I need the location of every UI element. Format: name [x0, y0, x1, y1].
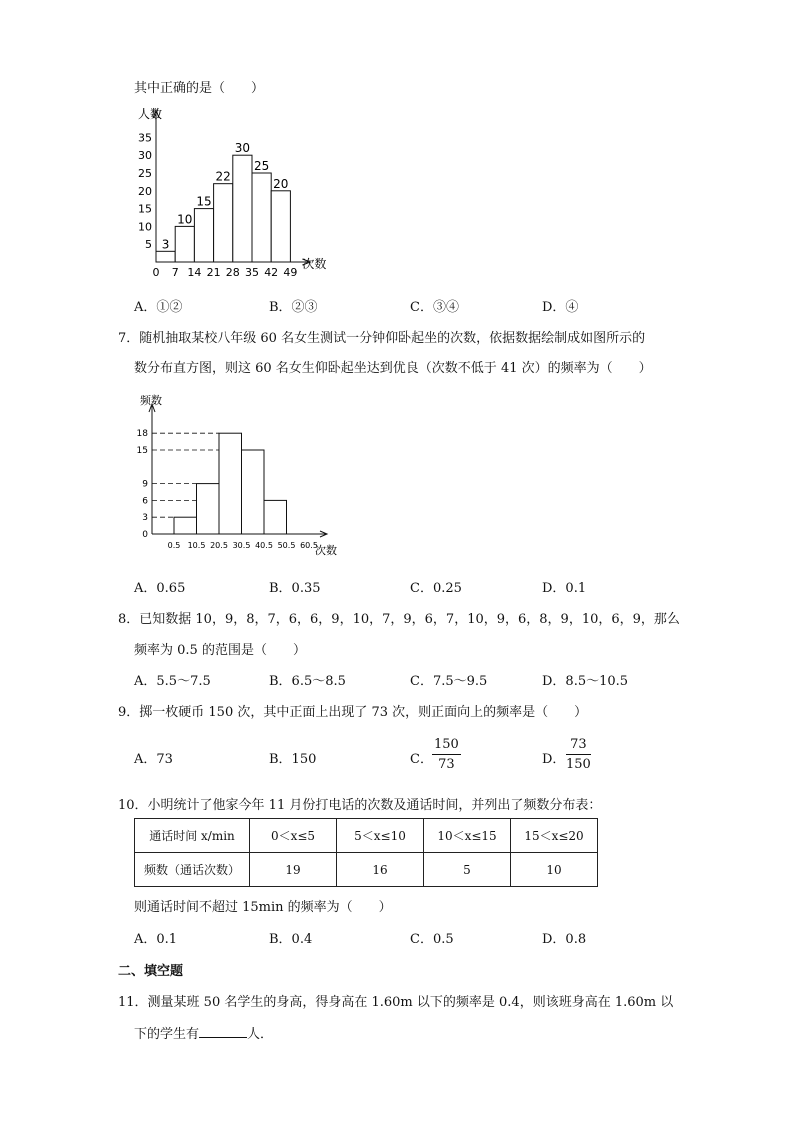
histogram-chart-1 — [130, 104, 330, 280]
q9-line1: 9．掷一枚硬币 150 次，其中正面上出现了 73 次，则正面向上的频率是（ ） — [118, 705, 588, 720]
q11-line1: 11．测量某班 50 名学生的身高，得身高在 1.60m 以下的频率是 0.4，则该班身高在 1.60m 以 — [118, 995, 674, 1010]
x-tick-label: 60.5 — [300, 541, 318, 550]
table-row — [135, 853, 598, 887]
x-tick-label: 49 — [283, 266, 298, 279]
q7-line2: 数分布直方图，则这 60 名女生仰卧起坐达到优良（次数不低于 41 次）的频率为（ ） — [134, 361, 652, 376]
q9-option-c-prefix[interactable]: C． — [410, 752, 433, 767]
frequency-table — [134, 818, 598, 887]
bar-value-label: 22 — [215, 169, 231, 184]
bar-value-label: 3 — [161, 237, 170, 252]
x-tick-label: 50.5 — [277, 541, 296, 550]
x-tick-label: 0.5 — [167, 541, 181, 550]
q6-option-b[interactable]: B．②③ — [269, 300, 318, 315]
bar-value-label: 25 — [253, 159, 270, 173]
y-tick-label: 9 — [142, 479, 148, 490]
x-tick-label: 7 — [171, 266, 179, 279]
q10-option-b[interactable]: B．0.4 — [269, 932, 313, 947]
q8-option-b[interactable]: B．6.5～8.5 — [269, 674, 346, 689]
table-cell: 16 — [337, 853, 424, 887]
q11-line2 — [134, 1023, 273, 1042]
bar-value-label: 20 — [273, 176, 289, 191]
x-tick-label: 14 — [187, 266, 202, 279]
q11-line2-post: 人． — [247, 1027, 274, 1042]
histogram-bar — [214, 184, 233, 262]
q7-option-a[interactable]: A．0.65 — [134, 581, 186, 596]
bar-value-label: 10 — [177, 212, 193, 227]
q10-option-a[interactable]: A．0.1 — [134, 932, 178, 947]
table-header-cell: 0＜x≤5 — [250, 819, 337, 853]
q6-tail-text: 其中正确的是（ ） — [134, 81, 265, 96]
table-cell: 10 — [511, 853, 598, 887]
q7-line1: 7．随机抽取某校八年级 60 名女生测试一分钟仰卧起坐的次数，依据数据绘制成如图所示的 — [118, 331, 646, 346]
histogram-chart-2 — [130, 388, 370, 560]
q6-option-d[interactable]: D．④ — [542, 300, 579, 315]
fraction-denominator: 150 — [566, 757, 591, 772]
y-tick-label: 0 — [142, 530, 148, 540]
bar-value-label: 30 — [234, 141, 251, 156]
q11-line2-pre: 下的学生有 — [134, 1027, 200, 1042]
q7-option-d[interactable]: D．0.1 — [542, 581, 587, 596]
q10-option-c[interactable]: C．0.5 — [410, 932, 454, 947]
q6-option-a[interactable]: A．①② — [134, 300, 183, 315]
q9-option-b[interactable]: B．150 — [269, 752, 317, 767]
fraction-numerator: 150 — [432, 737, 461, 755]
y-tick-label: 35 — [138, 131, 152, 145]
answer-blank[interactable] — [199, 1025, 247, 1038]
histogram-bar — [174, 517, 197, 534]
y-tick-label: 5 — [145, 238, 152, 252]
q9-option-d-prefix[interactable]: D． — [542, 752, 566, 767]
x-tick-label: 21 — [206, 266, 221, 279]
histogram-bar — [197, 484, 220, 534]
q10-question: 则通话时间不超过 15min 的频率为（ ） — [134, 900, 392, 915]
histogram-bar — [194, 209, 213, 262]
q8-option-c[interactable]: C．7.5～9.5 — [410, 674, 488, 689]
x-tick-label: 20.5 — [210, 541, 228, 550]
q8-option-a[interactable]: A．5.5～7.5 — [134, 674, 211, 689]
y-axis-label: 人数 — [138, 107, 163, 121]
y-tick-label: 30 — [138, 149, 152, 163]
x-tick-label: 28 — [225, 266, 240, 279]
x-tick-label: 35 — [245, 266, 259, 279]
histogram-bar — [156, 251, 175, 262]
histogram-bar — [271, 191, 290, 262]
y-tick-label: 10 — [138, 220, 152, 234]
section-heading: 二、填空题 — [118, 964, 184, 979]
fraction-numerator: 73 — [566, 737, 591, 755]
table-row — [135, 819, 598, 853]
table-cell: 频数（通话次数） — [135, 853, 250, 887]
x-tick-label: 40.5 — [255, 541, 273, 550]
y-tick-label: 15 — [136, 446, 148, 456]
table-header-cell: 10＜x≤15 — [424, 819, 511, 853]
q9-option-a[interactable]: A．73 — [134, 752, 173, 767]
x-axis-label: 次数 — [302, 257, 327, 271]
y-tick-label: 3 — [142, 513, 148, 524]
table-header-cell: 通话时间 x/min — [135, 819, 250, 853]
y-tick-label: 20 — [138, 184, 152, 198]
y-axis-label: 频数 — [140, 394, 162, 407]
q8-line2: 频率为 0.5 的范围是（ ） — [134, 643, 306, 658]
bar-value-label: 15 — [196, 194, 212, 209]
table-cell: 5 — [424, 853, 511, 887]
fraction-denominator: 73 — [438, 757, 455, 772]
y-tick-label: 18 — [136, 429, 148, 440]
histogram-bar — [252, 173, 271, 262]
histogram-bar — [233, 155, 252, 262]
x-tick-label: 0 — [152, 266, 160, 279]
q9-option-d-fraction[interactable] — [566, 737, 591, 772]
q7-option-b[interactable]: B．0.35 — [269, 581, 321, 596]
y-tick-label: 15 — [138, 202, 152, 216]
q7-option-c[interactable]: C．0.25 — [410, 581, 462, 596]
q10-option-d[interactable]: D．0.8 — [542, 932, 587, 947]
q10-line1: 10．小明统计了他家今年 11 月份打电话的次数及通话时间，并列出了频数分布表： — [118, 798, 602, 813]
y-tick-label: 6 — [142, 496, 148, 507]
histogram-bar — [264, 500, 287, 534]
histogram-bar — [175, 226, 194, 262]
q8-option-d[interactable]: D．8.5～10.5 — [542, 674, 629, 689]
table-header-cell: 5＜x≤10 — [337, 819, 424, 853]
q9-option-c-fraction[interactable] — [432, 737, 461, 772]
y-tick-label: 25 — [138, 167, 152, 180]
x-tick-label: 42 — [264, 266, 279, 279]
table-header-cell: 15＜x≤20 — [511, 819, 598, 853]
histogram-bar — [242, 450, 265, 534]
x-tick-label: 30.5 — [232, 541, 251, 550]
q8-line1: 8．已知数据 10，9，8，7，6，6，9，10，7，9，6，7，10，9，6，8，9，10，6，9，那么 — [118, 612, 680, 627]
table-cell: 19 — [250, 853, 337, 887]
histogram-bar — [219, 433, 242, 534]
x-axis-label: 次数 — [315, 544, 337, 557]
x-tick-label: 10.5 — [187, 541, 206, 550]
q6-option-c[interactable]: C．③④ — [410, 300, 459, 315]
